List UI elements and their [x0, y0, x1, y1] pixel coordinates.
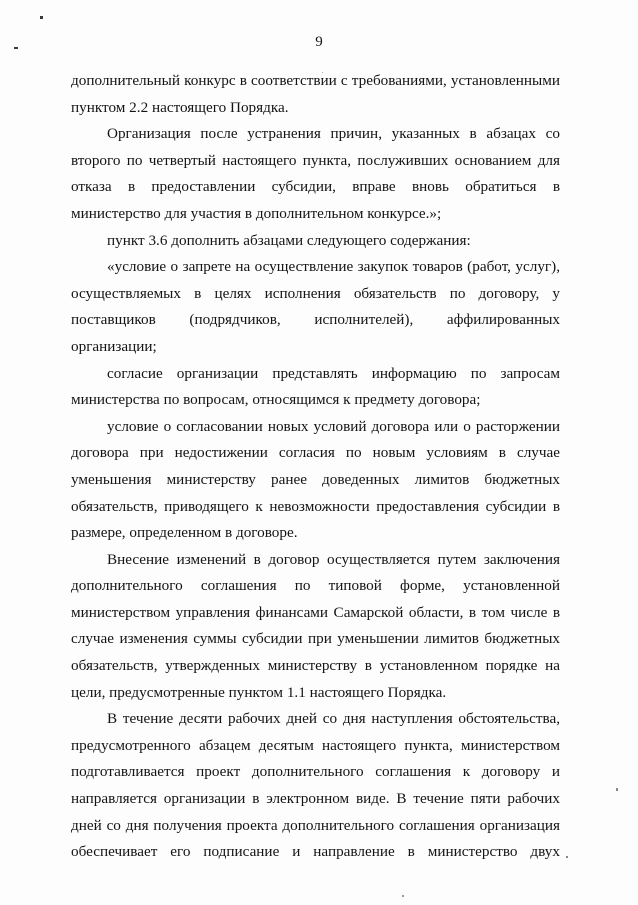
scan-speck: [566, 856, 568, 858]
paragraph: условие о согласовании новых условий договора или о расторжении договора при недостижении согласия по новым условиям в случае уменьшения министерству ранее доведенных лимитов бюджетных обязательств, приводящего к невозможности предоставления субсидии в размере, определенном в договоре.: [71, 417, 560, 542]
page-number: 9: [315, 34, 323, 50]
document-body: [71, 68, 560, 866]
paragraph: Организация после устранения причин, указанных в абзацах со второго по четвертый настоящего пункта, послуживших основанием для отказа в предоставлении субсидии, вправе вновь обратиться в министерство для участия в дополнительном конкурсе.»;: [71, 125, 560, 222]
paragraph: «условие о запрете на осуществление закупок товаров (работ, услуг), осуществляемых в целях исполнения обязательств по договору, у поставщиков (подрядчиков, исполнителей), аффилированных организации;: [71, 258, 560, 355]
scan-speck: [616, 788, 618, 791]
paragraph: В течение десяти рабочих дней со дня наступления обстоятельства, предусмотренного абзацем десятым настоящего пункта, министерством подготавливается проект дополнительного соглашения к договору и направляется организации в электронном виде. В течение пяти рабочих дней со дня получения проекта дополнительного соглашения организация обеспечивает его подписание и направление в министерство двух: [71, 710, 560, 861]
scan-speck: [40, 16, 43, 19]
scan-speck: [402, 895, 404, 897]
paragraph: Внесение изменений в договор осуществляется путем заключения дополнительного соглашения по типовой форме, установленной министерством управления финансами Самарской области, в том числе в случае изменения суммы субсидии при уменьшении лимитов бюджетных обязательств, утвержденных министерству в установленном порядке на цели, предусмотренные пунктом 1.1 настоящего Порядка.: [71, 550, 560, 701]
paragraph: согласие организации представлять информацию по запросам министерства по вопросам, относящимся к предмету договора;: [71, 364, 560, 409]
paragraph: пункт 3.6 дополнить абзацами следующего содержания:: [107, 231, 471, 249]
paragraph-continuation: дополнительный конкурс в соответствии с требованиями, установленными пунктом 2.2 настоящего Порядка.: [71, 72, 560, 116]
